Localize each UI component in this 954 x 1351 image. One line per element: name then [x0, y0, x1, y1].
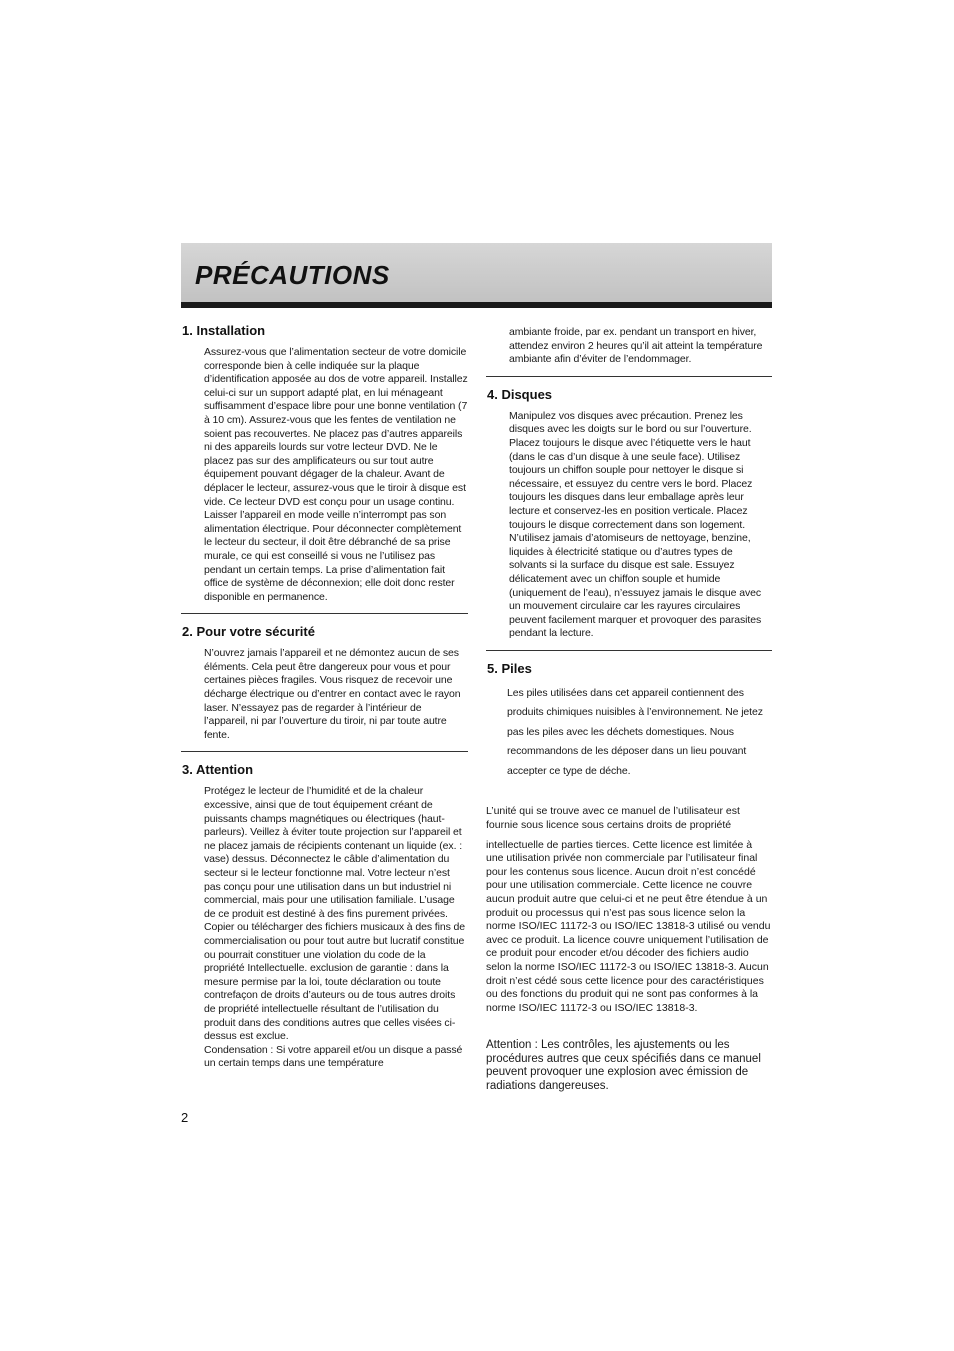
section-text-attention: Protégez le lecteur de l’humidité et de la chaleur excessive, ainsi que de tout équipement créant de puissants champs magnétiques ou électriques (haut-parleurs). Veillez à éviter toute projection sur l’appareil et ne placez jamais de récipients contenant un liquide (ex. : vase) dessus. Déconnectez le câble d’alimentation du secteur si le lecteur fonctionne mal. Votre lecteur n’est pas conçu pour une utilisation dans un but industriel ni commercial, mais pour une utilisation familiale. L’usage de ce produit est destiné à des fins purement privées. Copier ou télécharger des fichiers musicaux à des fins de commercialisation ou pour tout autre but lucratif constitue ou pourrait constituer une violation du code de la propriété Intellectuelle. exclusion de garantie : dans la mesure permise par la loi, toute déclaration ou toute contrefaçon de droits d’auteurs ou de tous autres droits de propriété intellectuelle résultant de l’utilisation du produit dans des conditions autres que celles visées ci-dessus est exclue.: [204, 785, 466, 1043]
section-text-piles: Les piles utilisées dans cet appareil contiennent des produits chimiques nuisibles à l’environnement. Ne jetez pas les piles avec les déchets domestiques. Nous recommandons de les déposer dans un lieu pouvant accepter ce type de déche.: [507, 686, 763, 777]
section-divider: [181, 751, 468, 752]
page-number: 2: [181, 1110, 189, 1125]
section-divider: [181, 613, 468, 614]
section-text-condensation: Condensation : Si votre appareil et/ou un disque a passé un certain temps dans une température: [204, 1043, 463, 1070]
section-heading-securite: 2. Pour votre sécurité: [182, 624, 315, 640]
title-underline: [181, 302, 772, 308]
license-intro: L’unité qui se trouve avec ce manuel de l’utilisateur est fournie sous licence sous certains droits de propriété: [486, 805, 740, 831]
section-text-securite: N’ouvrez jamais l’appareil et ne démontez aucun de ses éléments. Cela peut être dangereux pour vous et pour certaines pièces fragiles. Vous risquez de recevoir une décharge électrique ou d’entrer en contact avec le rayon laser. N’essayez pas de regarder à l’intérieur de l’appareil, ni par l’ouverture du tiroir, ni par toute autre fente.: [204, 647, 461, 741]
section-heading-piles: 5. Piles: [487, 660, 532, 676]
condensation-continued: ambiante froide, par ex. pendant un transport en hiver, attendez environ 2 heures qu’il ait atteint la température ambiante afin d’éviter de l’endommager.: [509, 326, 763, 366]
page-title: PRÉCAUTIONS: [195, 260, 390, 290]
left-column: [181, 323, 468, 1071]
section-text-installation: Assurez-vous que l’alimentation secteur de votre domicile corresponde bien à celle indiquée sur la plaque d’identification apposée au dos de votre appareil. Installez celui-ci sur un support adapté plat, en lui ménageant suffisamment d’espace libre pour une bonne ventilation (7 à 10 cm). Assurez-vous que les fentes de ventilation ne soient pas recouvertes. Ne placez pas d’autres appareils ni des appareils lourds sur votre lecteur DVD. Ne le placez pas sur des amplificateurs ou sur tout autre équipement pouvant dégager de la chaleur. Avant de déplacer le lecteur, assurez-vous que le tiroir à disque est vide. Ce lecteur DVD est conçu pour un usage continu. Laisser l’appareil en mode veille n’interrompt pas son alimentation électrique. Pour déconnecter complètement le lecteur du secteur, il doit être débranché de sa prise murale, ce qui est conseillé si vous ne l’utilisez pas pendant un certain temps. La prise d’alimentation fait office de système de déconnexion; elle doit donc rester disponible en permanence.: [204, 346, 468, 603]
section-heading-disques: 4. Disques: [487, 386, 553, 402]
license-text: intellectuelle de parties tierces. Cette licence est limitée à une utilisation privée non commerciale par l’utilisateur final pour les contenus sous licence. Aucun droit n’est concédé pour une utilisation commerciale. Cette licence ne couvre aucun produit autre que celui-ci et ne peut être étendue à un produit ou processus qui n’est pas sous licence selon la norme ISO/IEC 11172-3 ou ISO/IEC 13818-3 utilisé ou vendu avec ce produit. La licence couvre uniquement l’utilisation de ce produit pour encoder et/ou décoder des fichiers audio selon la norme ISO/IEC 11172-3 ou ISO/IEC 13818-3. Aucun droit n’est cédé sous cette licence pour des caractéristiques ou des fonctions du produit qui ne sont pas conformes à la norme ISO/IEC 11172-3 ou ISO/IEC 13818-3.: [486, 838, 771, 1014]
right-column: [486, 326, 772, 1094]
section-heading-attention: 3. Attention: [182, 762, 254, 778]
section-divider: [486, 376, 772, 377]
section-divider: [486, 650, 772, 651]
radiation-warning: Attention : Les contrôles, les ajustements ou les procédures autres que ceux spécifiés dans ce manuel peuvent provoquer une explosion avec émission de radiations dangereuses.: [486, 1039, 761, 1093]
section-text-disques: Manipulez vos disques avec précaution. Prenez les disques avec les doigts sur le bord ou sur l’ouverture. Placez toujours le disque avec l’étiquette vers le haut (dans le cas d’un disque à une seule face). Utilisez toujours un chiffon souple pour nettoyer le disque si nécessaire, et essuyez du centre vers le bord. Placez toujours les disques dans leur emballage après leur lecture et conservez-les en position verticale. Placez toujours le disque correctement dans son logement. N’utilisez jamais d’atomiseurs de nettoyage, benzine, liquides à électricité statique ou d’autres types de solvants si la surface du disque est sale. Essuyez délicatement avec un chiffon souple et humide (uniquement de l’eau), n’essuyez jamais le disque avec un mouvement circulaire car les rayures circulaires peuvent facilement marquer et provoquer des parasites pendant la lecture.: [509, 409, 762, 640]
section-heading-installation: 1. Installation: [182, 323, 266, 338]
